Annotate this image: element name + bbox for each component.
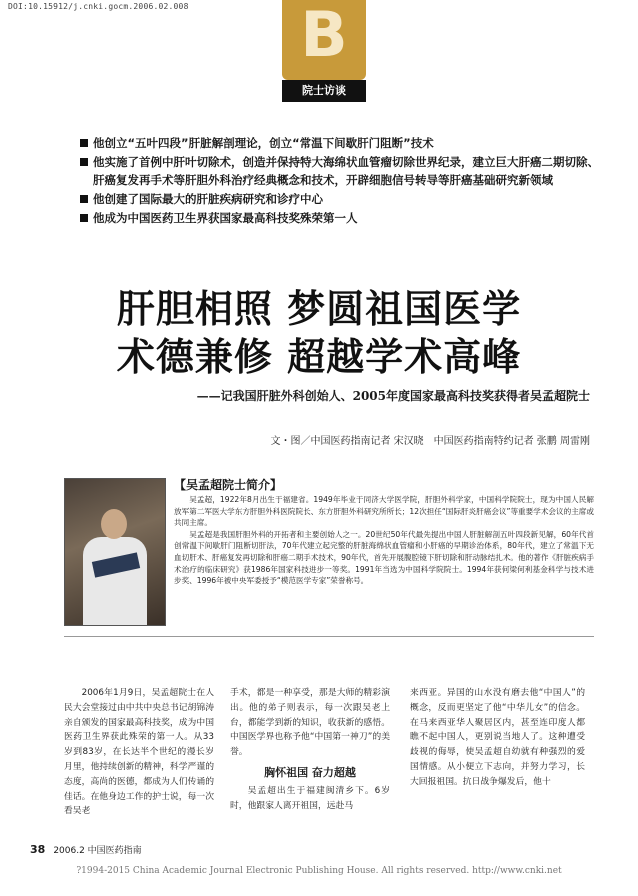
square-bullet-icon — [80, 214, 88, 222]
headline-line-2: 术德兼修 超越学术高峰 — [116, 335, 522, 379]
page-footer — [30, 843, 142, 856]
body-paragraph: 吴孟超出生于福建闽清乡下。6岁时，他跟家人离开祖国，远赴马 — [230, 785, 390, 811]
body-paragraph: 手术，都是一种享受，那是大师的精彩演出。他的弟子则表示，每一次跟吴老上台，都能学到新的知识，收获新的感悟。中国医学界也称予他“中国第一神刀”的美誉。 — [230, 688, 390, 758]
section-logo-label: 院士访谈 — [282, 80, 366, 102]
highlights-list — [80, 134, 600, 228]
square-bullet-icon — [80, 139, 88, 147]
square-bullet-icon — [80, 195, 88, 203]
doi-label: DOI:10.15912/j.cnki.gocm.2006.02.008 — [8, 2, 189, 11]
highlight-item: 他成为中国医药卫生界获国家最高科技奖殊荣第一人 — [80, 209, 600, 227]
highlight-item: 他实施了首例中肝叶切除术，创造并保持特大海绵状血管瘤切除世界纪录，建立巨大肝癌二期切除、肝癌复发再手术等肝胆外科治疗经典概念和技术，开辟细胞信号转导等肝癌基础研究新领域 — [80, 153, 600, 189]
journal-issue: 2006.2 中国医药指南 — [53, 846, 142, 856]
body-column-2 — [230, 686, 390, 813]
page-number: 38 — [30, 843, 46, 856]
highlight-item: 他创立“五叶四段”肝脏解剖理论，创立“常温下间歇肝门阻断”技术 — [80, 134, 600, 152]
body-paragraph: 2006年1月9日，吴孟超院士在人民大会堂接过由中共中央总书记胡锦涛亲自颁发的国家最高科技奖，成为中国医药卫生界获此殊荣的第一人。从33岁到83岁，在长达半个世纪的漫长岁月里，他持续创新的精神，科学严谨的态度，高尚的医德，都成为人们传诵的佳话。在他身边工作的护士说，每一次看吴老 — [64, 688, 214, 817]
body-column-3 — [410, 686, 585, 790]
article-subtitle: ——记我国肝脏外科创始人、2005年度国家最高科技奖获得者吴孟超院士 — [196, 389, 590, 403]
bio-paragraph: 吴孟超，1922年8月出生于福建省。1949年毕业于同济大学医学院，肝胆外科学家，中国科学院院士，现为中国人民解放军第二军医大学东方肝胆外科医院院长、东方肝胆外科研究所所长；12次担任“国际肝炎肝癌会议”等重要学术会议的主席或共同主席。 — [174, 495, 594, 528]
body-column-1 — [64, 686, 214, 819]
portrait-photo — [64, 478, 166, 626]
square-bullet-icon — [80, 158, 88, 166]
section-heading: 胸怀祖国 奋力超越 — [264, 765, 356, 779]
headline-line-1: 肝胆相照 梦圆祖国医学 — [116, 287, 522, 331]
body-paragraph: 来西亚。异国的山水没有磨去他“中国人”的概念，反而更坚定了他“中华儿女”的信念。在马来西亚华人聚居区内，甚至连印度人都瞧不起中国人，更别说当地人了。这种遭受歧视的侮辱，使吴孟超自幼就有种强烈的爱国情感。从小便立下志向，并努力学习，长大回报祖国。抗日战争爆发后，他十 — [410, 688, 585, 787]
section-logo-letter: B — [300, 0, 348, 71]
copyright-footer: ?1994-2015 China Academic Journal Electronic Publishing House. All rights reserved. http://www.cnki.net — [76, 866, 562, 876]
bio-text — [174, 494, 594, 587]
byline: 文・图／中国医药指南记者 宋汉晓 中国医药指南特约记者 张鹏 周雷刚 — [270, 436, 590, 447]
divider — [64, 636, 594, 637]
highlight-item: 他创建了国际最大的肝脏疾病研究和诊疗中心 — [80, 190, 600, 208]
bio-title: 【吴孟超院士简介】 — [174, 478, 283, 492]
bio-paragraph: 吴孟超是我国肝胆外科的开拓者和主要创始人之一。20世纪50年代最先提出中国人肝脏解剖五叶四段新见解，60年代首创常温下间歇肝门阻断切肝法，70年代建立起完整的肝脏海绵状血管瘤和小肝癌的早期诊治体系，80年代，建立了常温下无血切肝术、肝癌复发再切除和肝癌二期手术技术，90年代，首先开展腹腔镜下肝切除和肝动脉结扎术。他的著作《肝脏疾病手术治疗的临床研究》获1986年国家科技进步一等奖。1991年当选为中国科学院院士。1994年获何梁何利基金科学与技术进步奖、1996年被中央军委授予“模范医学专家”荣誉称号。 — [174, 529, 594, 586]
